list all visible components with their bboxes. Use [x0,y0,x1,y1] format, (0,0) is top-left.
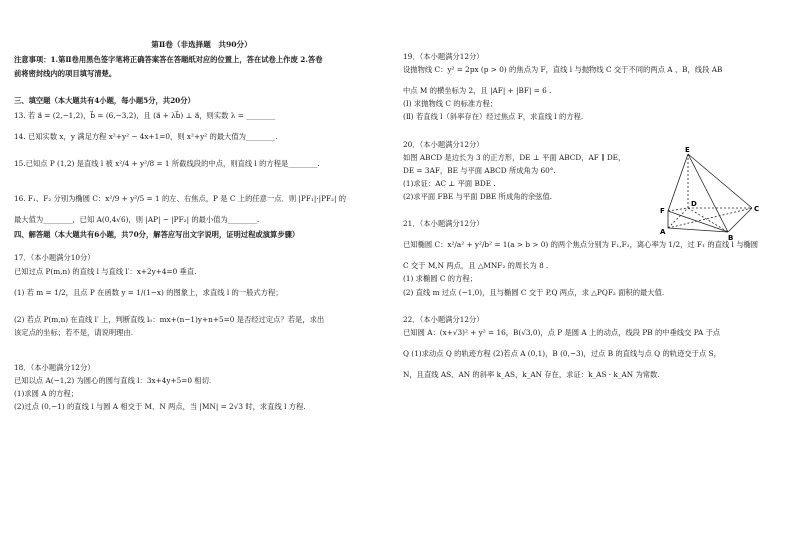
solid-geometry-figure [660,146,762,242]
label-B: B [728,234,734,242]
label-D: D [691,200,697,208]
section-3-title: 三、填空题（本大题共有4小题，每小题5分，共20分） [14,95,195,105]
question-20-stem-2: DE = 3AF，BE 与平面 ABCD 所成角为 60°. [403,165,556,175]
question-18-part-2: (2)过点 (0,−1) 的直线 l 与圆 A 相交于 M、N 两点，当 |MN| = 2√3 时，求直线 l 方程. [14,402,306,412]
question-21-stem-2: C 交于 M,N 两点，且 △MNF₂ 的周长为 8 . [403,261,549,271]
question-19-stem-2: 中点 M 的横坐标为 2，且 |AF| + |BF| = 6 . [403,86,552,96]
question-19-part-2: (Ⅱ) 若直线 l（斜率存在）经过焦点 F，求直线 l 的方程. [403,112,584,122]
question-13: 13. 若 a⃗ = (2,−1,2)，b⃗ = (6,−3,2)，且 (a⃗ + λb⃗) ⊥ a⃗，则实数 λ = ________ [14,110,276,120]
question-14: 14. 已知实数 x，y 满足方程 x²+y² − 4x+1=0，则 x²+y² 的最大值为________. [14,131,278,141]
question-21-stem-1: 已知椭圆 C：x²/a² + y²/b² = 1(a > b > 0) 的两个焦点分别为 F₁,F₂，离心率为 1/2，过 F₁ 的直线 l 与椭圆 [403,240,759,250]
question-18-stem: 已知以点 A(−1,2) 为圆心的圆与直线 l：3x+4y+5=0 相切. [14,376,212,386]
question-17-part-2a: (2) 若点 P(m,n) 在直线 l′ 上，判断直线 l₀：mx+(n−1)y+n+5=0 是否经过定点？若是，求出 [14,314,325,324]
question-22-header: 22．（本小题满分12分） [403,314,484,324]
question-20-stem-1: 如图 ABCD 是边长为 3 的正方形，DE ⊥ 平面 ABCD，AF ∥ DE， [403,152,626,162]
question-19-part-1: (Ⅰ) 求抛物线 C 的标准方程； [403,99,498,109]
section-4-title: 四、解答题（本大题共有6小题，共70分，解答应写出文字说明，证明过程或演算步骤） [14,230,300,240]
question-15: 15.已知点 P (1,2) 是直线 l 被 x²/4 + y²/8 = 1 所截线段的中点，则直线 l 的方程是________. [14,159,320,169]
question-22-stem-2: Q (1)求动点 Q 的轨迹方程 (2)若点 A (0,1)，B (0,−3)，过点 B 的直线与点 Q 的轨迹交于点 S， [403,348,721,358]
question-18-header: 18．（本小题满分12分） [14,363,95,373]
question-17-part-2b: 该定点的坐标；若不是，请说明理由. [14,327,134,337]
label-A: A [660,228,666,236]
paper-section-title: 第Ⅱ卷（非选择题 共90分） [151,40,252,49]
label-E: E [685,146,690,154]
question-19-header: 19．（本小题满分12分） [403,52,484,61]
question-16-line-1: 16. F₁、F₂ 分别为椭圆 C：x²/9 + y²/5 = 1 的左、右焦点，P 是 C 上的任意一点．则 |PF₁|·|PF₂| 的 [14,194,347,204]
label-C: C [754,205,760,213]
left-column [14,40,389,415]
question-18-part-1: (1)求圆 A 的方程； [14,389,79,399]
question-21-header: 21．（本小题满分12分） [403,219,484,229]
question-17-part-1: (1) 若 m = 1/2，且点 P 在函数 y = 1/(1−x) 的图象上，求直线 l 的一般式方程； [14,287,283,297]
question-16-line-2: 最大值为________，已知 A(0,4√6)，则 |AP| − |PF₂| 的最小值为________. [14,215,260,225]
label-F: F [660,207,665,215]
notice-line-2: 前将密封线内的项目填写清楚。 [14,68,117,78]
question-21-part-2: (2) 直线 m 过点 (−1,0)，且与椭圆 C 交于 P,Q 两点，求 △PQF₂ 面积的最大值. [403,287,665,297]
question-20-part-1: (1)求证：AC ⊥ 平面 BDE . [403,178,496,188]
question-19-stem-1: 设抛物线 C：y² = 2px (p > 0) 的焦点为 F，直线 l 与抛物线 C 交于不同的两点 A 、B，线段 AB [403,65,723,75]
notice-line-1: 注意事项：1.第Ⅱ卷用黑色签字笔将正确答案答在答题纸对应的位置上，答在试卷上作废 2.答卷 [14,55,323,65]
question-21-part-1: (1) 求椭圆 C 的方程； [403,274,477,284]
question-17-stem: 已知过点 P(m,n) 的直线 l 与直线 l′：x+2y+4=0 垂直. [14,266,197,276]
question-20-header: 20．（本小题满分12分） [403,139,484,149]
question-22-stem-3: N，且直线 AS、AN 的斜率 k_AS，k_AN 存在，求证：k_AS · k_AN 为常数. [403,369,660,379]
question-17-header: 17．（本小题满分10分） [14,253,95,263]
question-22-stem-1: 已知圆 A：(x+√3)² + y² = 16，B(√3,0)，点 P 是圆 A 上的动点，线段 PB 的中垂线交 PA 于点 [403,327,721,337]
question-20-part-2: (2)求平面 FBE 与平面 DBE 所成角的余弦值. [403,191,553,201]
